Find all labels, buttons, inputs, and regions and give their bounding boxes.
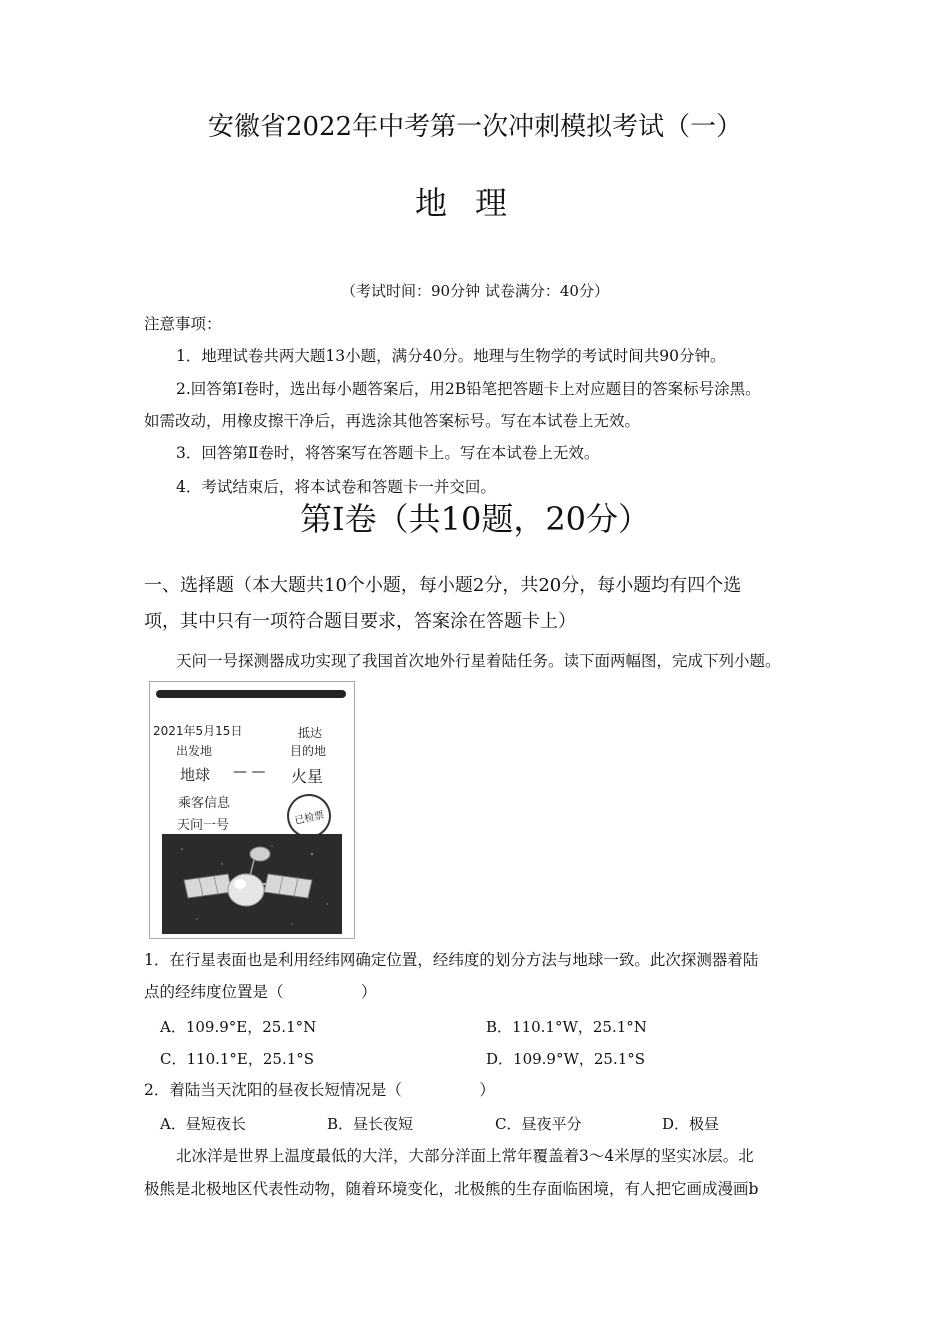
probe-photo [162, 834, 342, 934]
question-1-option-a[interactable]: A．109.9°E，25.1°N [160, 1018, 317, 1036]
exam-info: （考试时间：90分钟 试卷满分：40分） [341, 282, 609, 300]
question-2-option-d[interactable]: D．极昼 [662, 1115, 720, 1133]
question-2-stem: 2．着陆当天沈阳的昼夜长短情况是（ ） [144, 1081, 495, 1099]
note-item-4: 4．考试结束后，将本试卷和答题卡一并交回。 [176, 478, 496, 496]
question-1-option-c[interactable]: C．110.1°E，25.1°S [160, 1050, 315, 1068]
ticket-stamp: 已检票 [283, 790, 335, 842]
note-item-3: 3．回答第Ⅱ卷时，将答案写在答题卡上。写在本试卷上无效。 [176, 444, 600, 462]
ticket-destination: 火星 [291, 767, 324, 786]
section-heading-line2: 项，其中只有一项符合题目要求，答案涂在答题卡上） [144, 611, 576, 632]
ticket-arrive-label-1: 抵达 [298, 726, 323, 740]
question-1-option-b[interactable]: B．110.1°W，25.1°N [486, 1018, 647, 1036]
question-2-option-a[interactable]: A．昼短夜长 [160, 1115, 246, 1133]
subject-title: 地理 [414, 184, 535, 222]
exam-title: 安徽省2022年中考第一次冲刺模拟考试（一） [207, 112, 743, 142]
note-item-2: 2.回答第Ⅰ卷时，选出每小题答案后，用2B铅笔把答题卡上对应题目的答案标号涂黑。 [176, 380, 761, 398]
ticket-date: 2021年5月15日 [153, 724, 243, 738]
ticket-passenger-name: 天问一号 [177, 818, 230, 833]
question-1-option-d[interactable]: D．109.9°W，25.1°S [486, 1050, 646, 1068]
passage-line1: 北冰洋是世界上温度最低的大洋，大部分洋面上常年覆盖着3～4米厚的坚实冰层。北 [176, 1147, 754, 1165]
probe-illustration [162, 834, 342, 934]
ticket-passenger-label: 乘客信息 [178, 796, 231, 811]
section-title: 第Ⅰ卷（共10题，20分） [299, 500, 651, 538]
ticket-arrive-label-2: 目的地 [290, 744, 327, 758]
section-intro: 天问一号探测器成功实现了我国首次地外行星着陆任务。读下面两幅图，完成下列小题。 [176, 652, 781, 670]
question-1-stem-line1: 1．在行星表面也是利用经纬网确定位置，经纬度的划分方法与地球一致。此次探测器着陆 [144, 951, 759, 969]
passage-line2: 极熊是北极地区代表性动物，随着环境变化，北极熊的生存面临困境，有人把它画成漫画b [144, 1180, 759, 1198]
note-item-1: 1．地理试卷共两大题13小题，满分40分。地理与生物学的考试时间共90分钟。 [176, 347, 726, 365]
question-2-option-c[interactable]: C．昼夜平分 [495, 1115, 582, 1133]
ticket-depart-label: 出发地 [176, 744, 213, 758]
ticket-origin: 地球 [180, 766, 211, 784]
question-1-stem-line2: 点的经纬度位置是（ ） [144, 983, 377, 1001]
boarding-ticket-figure [149, 681, 355, 939]
question-2-option-b[interactable]: B．昼长夜短 [327, 1115, 414, 1133]
notes-heading: 注意事项： [144, 315, 222, 333]
ticket-top-bar [156, 690, 346, 698]
section-heading-line1: 一、选择题（本大题共10个小题，每小题2分，共20分，每小题均有四个选 [144, 575, 742, 596]
note-item-2-cont: 如需改动，用橡皮擦干净后，再选涂其他答案标号。写在本试卷上无效。 [144, 412, 641, 430]
ticket-dash: — — [233, 764, 266, 780]
